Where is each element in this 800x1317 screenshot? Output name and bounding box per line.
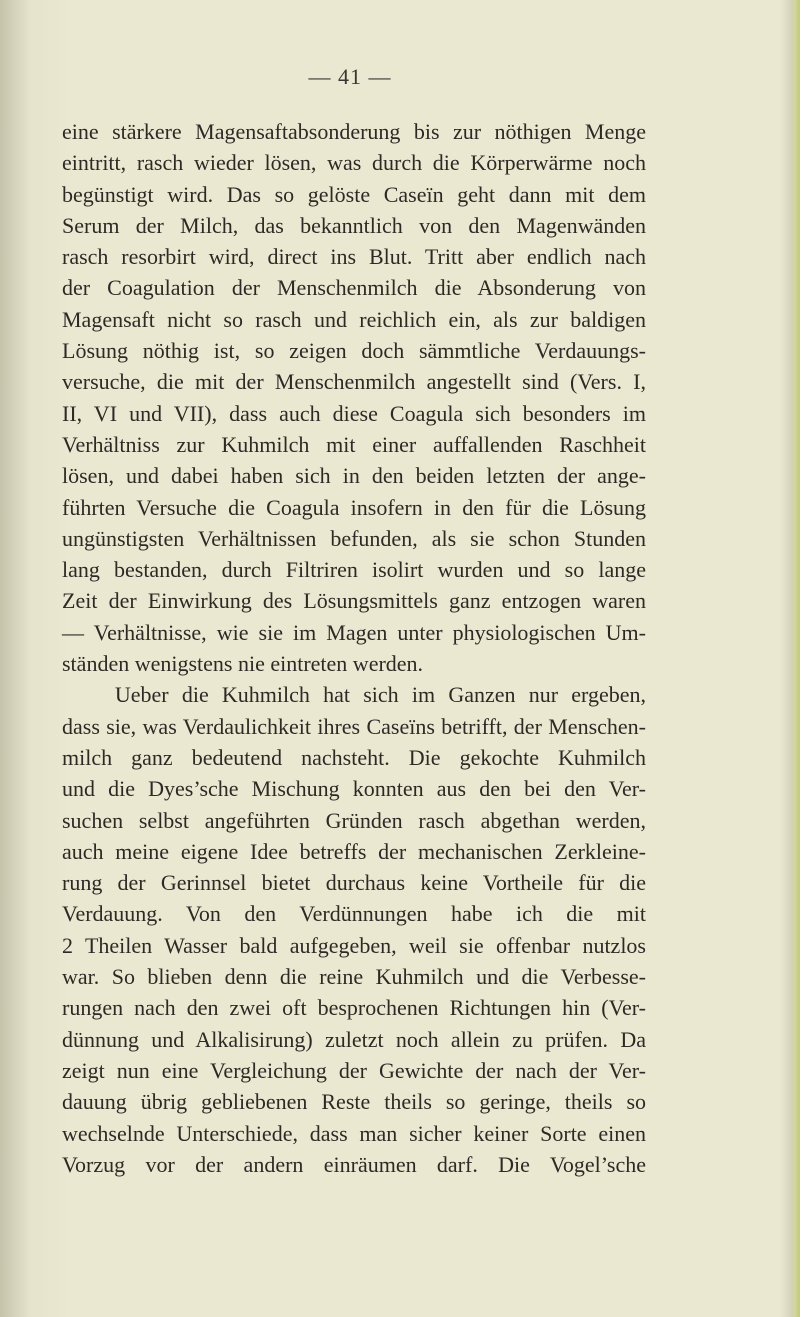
text-line: Ueber die Kuhmilch hat sich im Ganzen nur ergeben, (62, 682, 646, 708)
text-line: — Verhältnisse, wie sie im Magen unter physiologischen Um- (62, 619, 646, 645)
text-line: rung der Gerinnsel bietet durchaus keine Vortheile für die (62, 870, 646, 896)
text-line: Verdauung. Von den Verdünnungen habe ich die mit (62, 901, 646, 927)
page-number: — 41 — (308, 64, 392, 89)
text-line: ungünstigsten Verhältnissen befunden, als sie schon Stunden (62, 525, 646, 551)
text-line: suchen selbst angeführten Gründen rasch abgethan werden, (62, 807, 646, 833)
text-line: Serum der Milch, das bekanntlich von den Magenwänden (62, 212, 646, 238)
text-line: Magensaft nicht so rasch und reichlich ein, als zur baldigen (62, 306, 646, 332)
text-line: und die Dyes’sche Mischung konnten aus den bei den Ver- (62, 776, 646, 802)
text-line: milch ganz bedeutend nachsteht. Die gekochte Kuhmilch (62, 744, 646, 770)
text-line: dauung übrig gebliebenen Reste theils so geringe, theils so (62, 1089, 646, 1115)
text-line: war. So blieben denn die reine Kuhmilch und die Verbesse- (62, 964, 646, 990)
text-line: dünnung und Alkalisirung) zuletzt noch allein zu prüfen. Da (62, 1026, 646, 1052)
text-line: Zeit der Einwirkung des Lösungsmittels ganz entzogen waren (62, 588, 646, 614)
text-line: rasch resorbirt wird, direct ins Blut. Tritt aber endlich nach (62, 244, 646, 270)
text-line: 2 Theilen Wasser bald aufgegeben, weil sie offenbar nutzlos (62, 932, 646, 958)
text-line: zeigt nun eine Vergleichung der Gewichte der nach der Ver- (62, 1057, 646, 1083)
text-line: Verhältniss zur Kuhmilch mit einer auffallenden Raschheit (62, 431, 646, 457)
body-text (62, 116, 646, 1180)
text-line: ständen wenigstens nie eintreten werden. (62, 651, 424, 677)
text-line: Vorzug vor der andern einräumen darf. Die Vogel’sche (62, 1151, 646, 1177)
text-line: auch meine eigene Idee betreffs der mechanischen Zerkleine- (62, 838, 646, 864)
text-line: lösen, und dabei haben sich in den beiden letzten der ange- (62, 463, 646, 489)
text-line: begünstigt wird. Das so gelöste Caseïn geht dann mit dem (62, 181, 646, 207)
text-line: führten Versuche die Coagula insofern in den für die Lösung (62, 494, 646, 520)
text-line: II, VI und VII), dass auch diese Coagula sich besonders im (62, 400, 646, 426)
text-line: lang bestanden, durch Filtriren isolirt wurden und so lange (62, 557, 646, 583)
text-line: eine stärkere Magensaftabsonderung bis zur nöthigen Menge (62, 119, 646, 144)
text-line: rungen nach den zwei oft besprochenen Richtungen hin (Ver- (62, 995, 646, 1021)
text-line: versuche, die mit der Menschenmilch angestellt sind (Vers. I, (62, 369, 646, 395)
text-line: eintritt, rasch wieder lösen, was durch die Körperwärme noch (62, 150, 646, 176)
text-line: dass sie, was Verdaulichkeit ihres Caseïns betrifft, der Menschen- (62, 713, 646, 739)
page-edge (794, 0, 800, 1317)
text-line: wechselnde Unterschiede, dass man sicher keiner Sorte einen (62, 1120, 646, 1146)
text-line: Lösung nöthig ist, so zeigen doch sämmtliche Verdauungs- (62, 338, 646, 364)
text-line: der Coagulation der Menschenmilch die Absonderung von (62, 275, 646, 301)
